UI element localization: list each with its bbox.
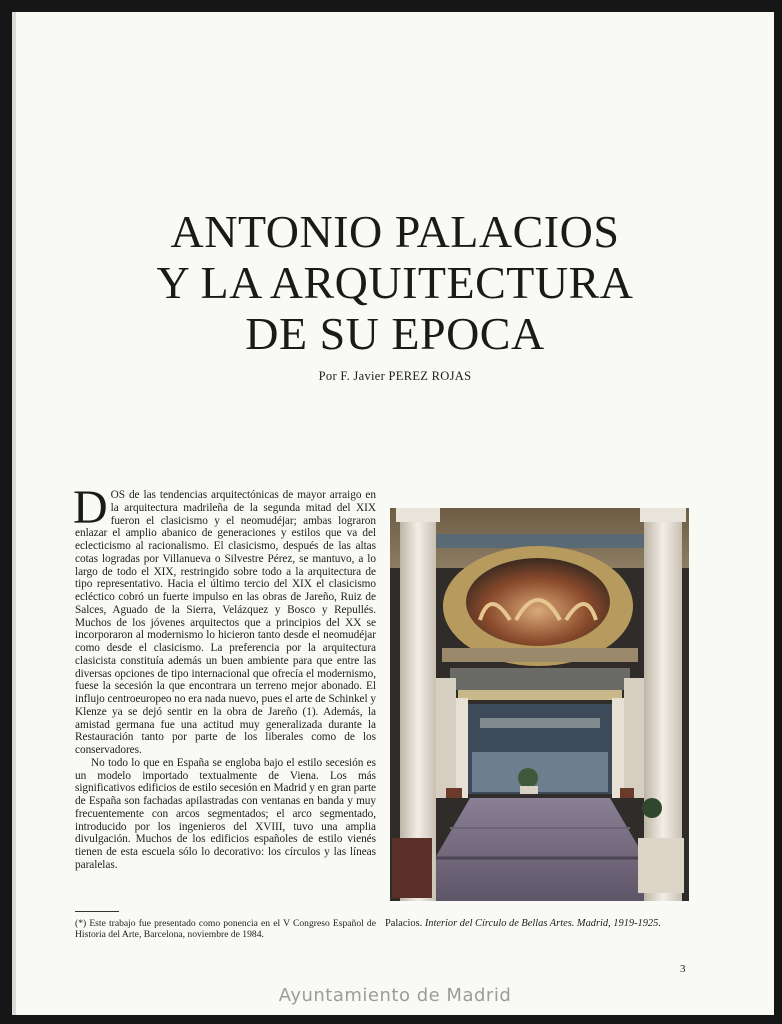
- interior-photograph: [390, 508, 689, 901]
- byline-prefix: Por F. Javier: [318, 369, 386, 383]
- caption-description: Interior del Círculo de Bellas Artes. Madrid, 1919-1925.: [424, 918, 661, 929]
- footnote-divider: [75, 911, 119, 912]
- byline: [16, 369, 774, 384]
- byline-author: PEREZ ROJAS: [388, 369, 472, 383]
- photo-caption: [385, 918, 705, 930]
- watermark: Ayuntamiento de Madrid: [278, 985, 512, 1006]
- footnote: (*) Este trabajo fue presentado como ponencia en el V Congreso Español de Historia del Arte, Barcelona, noviembre de 1984.: [75, 918, 376, 940]
- caption-lead: Palacios.: [385, 918, 423, 929]
- body-paragraph-2: No todo lo que en España se engloba bajo el estilo secesión es un modelo importado textualmente de Viena. Los más significativos edificios de estilo secesión en Madrid y en gran parte de España son fachadas apilastradas con ventanas en banda y muy frecuentemente con arcos segmentados; el arco segmentado, introducido por los ingenieros del XVIII, tuvo una amplia divulgación. Muchos de los edificios españoles de estilo vienés tienen de esta escuela sólo lo decorativo: los círculos y las líneas paralelas.: [75, 756, 376, 871]
- article-title: [16, 206, 774, 359]
- paragraph-1-text: OS de las tendencias arquitectónicas de mayor arraigo en la arquitectura madrileña de la segunda mitad del XIX fueron el clasicismo y el neomudéjar; ambas lograron enlazar el amplio abanico de generaciones y estilos que va del eclecticismo al racionalismo. El clasicismo, después de las altas cotas logradas por Villanueva o Silvestre Pérez, se mantuvo, a lo largo de todo el XIX, restringido sobre todo a la arquitectura de tipo representativo. Hacia el último tercio del XIX el clasicismo ecléctico cobró un fuerte impulso en las obras de Jareño, Ruiz de Salces, Aguado de la Sierra, Velázquez y Bosco y Repullés. Muchos de los jóvenes arquitectos que a principios del XX se incorporaron al modernismo lo hicieron tanto desde el neomudéjar como desde el clasicismo. La preferencia por la arquitectura clasicista constituía además un buen ambiente para que entre las diversas opciones de tipo internacional que ofrecía el modernismo, fuese la secesión la que encontrara un terreno mejor abonado. El influjo centroeuropeo no era nada nuevo, pues el arte de Schinkel y Klenze ya se dejó sentir en la obra de Jareño (1). Además, la amistad germana fue una actitud muy generalizada durante la Restauración tanto por parte de los liberales como de los conservadores.: [75, 489, 376, 756]
- article-body: [73, 481, 376, 872]
- title-line-1: ANTONIO PALACIOS: [170, 206, 620, 257]
- page-number: 3: [680, 963, 686, 975]
- title-line-2: Y LA ARQUITECTURA: [156, 257, 634, 308]
- body-paragraph-1: [73, 481, 376, 757]
- magazine-page: [16, 12, 774, 1015]
- drop-cap: D: [73, 481, 108, 534]
- title-line-3: DE SU EPOCA: [245, 308, 545, 359]
